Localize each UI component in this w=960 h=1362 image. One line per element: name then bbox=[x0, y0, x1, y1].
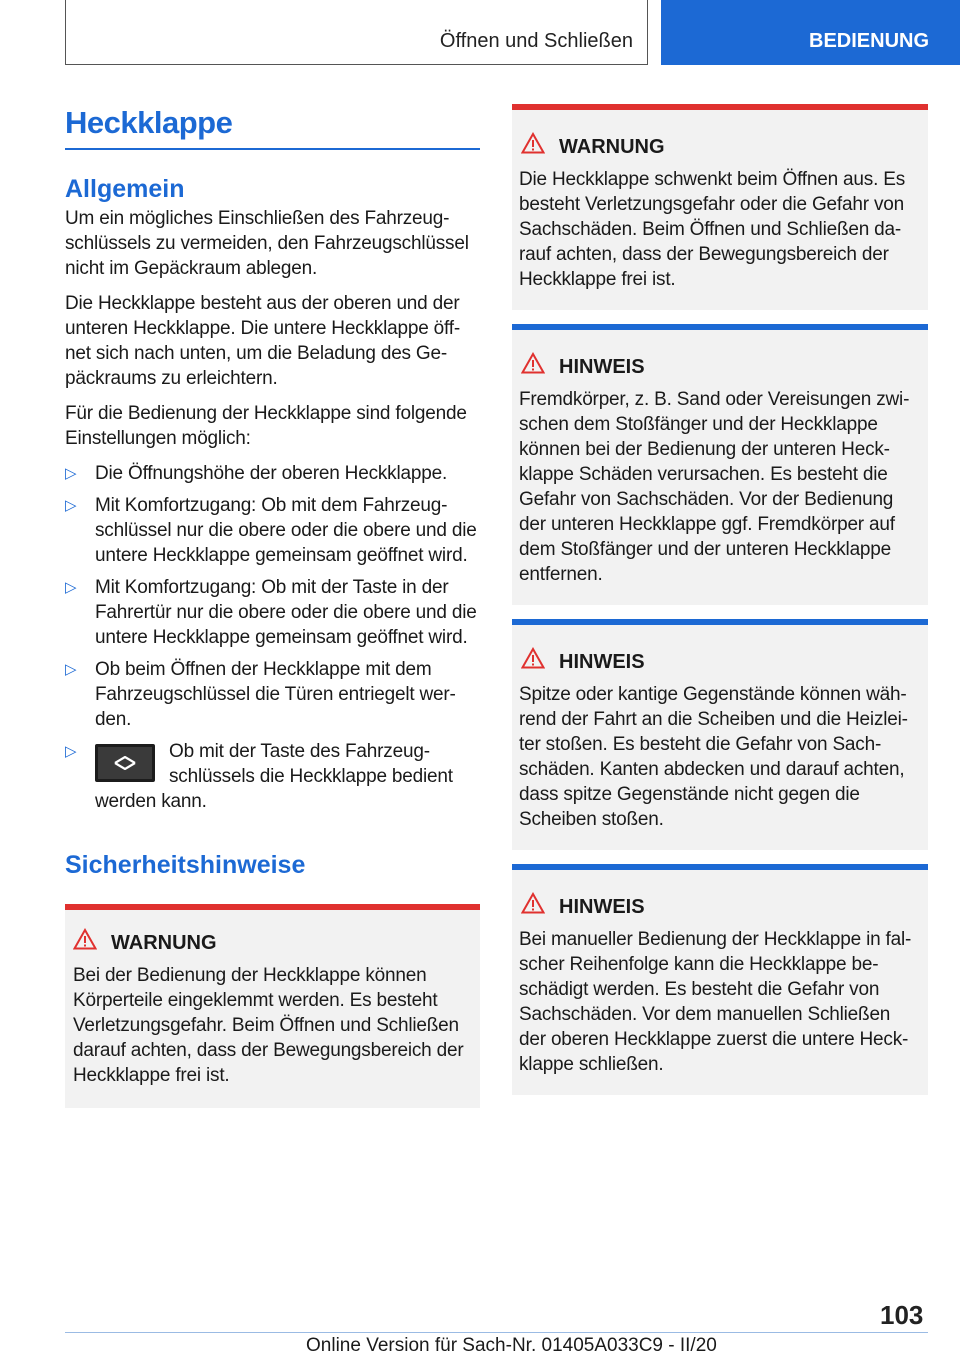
heading-sicherheitshinweise: Sicherheitshinweise bbox=[65, 851, 306, 879]
list-item bbox=[65, 657, 480, 732]
warning-box-title bbox=[73, 928, 472, 957]
warning-triangle-icon bbox=[73, 928, 97, 957]
notice-title-text: HINWEIS bbox=[559, 650, 645, 673]
list-item-text: Ob beim Öffnen der Heckklappe mit dem Fahrzeugschlüssel die Türen entriegelt wer-den. bbox=[95, 659, 456, 730]
page-number: 103 bbox=[880, 1300, 924, 1330]
notice-box bbox=[512, 619, 928, 850]
warning-box-title bbox=[519, 132, 922, 161]
warning-triangle-icon bbox=[521, 352, 545, 381]
notice-title-text: HINWEIS bbox=[559, 895, 645, 918]
warning-triangle-icon bbox=[521, 892, 545, 921]
right-column bbox=[512, 104, 928, 1095]
left-column bbox=[65, 100, 480, 1108]
header-section-box bbox=[65, 0, 648, 65]
header-chapter-tab[interactable]: BEDIENUNG bbox=[661, 0, 960, 65]
bullet-triangle-icon: ▷ bbox=[65, 661, 77, 678]
notice-box-title bbox=[519, 647, 922, 676]
warning-title-text: WARNUNG bbox=[559, 135, 665, 158]
list-item-text: Die Öffnungshöhe der oberen Heckklappe. bbox=[95, 463, 448, 484]
warning-title-text: WARNUNG bbox=[111, 931, 217, 954]
notice-box bbox=[512, 864, 928, 1095]
tailgate-key-button-icon bbox=[95, 744, 155, 782]
notice-box-title bbox=[519, 892, 922, 921]
warning-box bbox=[512, 104, 928, 310]
list-item bbox=[65, 739, 480, 814]
list-item bbox=[65, 575, 480, 650]
bullet-triangle-icon: ▷ bbox=[65, 579, 77, 596]
list-item-text: Ob mit der Taste des Fahrzeug-schlüssels die Heckklappe bedient werden kann. bbox=[95, 741, 453, 812]
list-item bbox=[65, 461, 480, 486]
paragraph-3: Für die Bedienung der Heckklappe sind folgende Einstellungen möglich: bbox=[65, 403, 467, 449]
notice-box-text: Bei manueller Bedienung der Heckklappe in fal-scher Reihenfolge kann die Heckklappe be-schädigt werden. Es besteht die Gefahr von Sachschäden. Vor dem manuellen Schließen der oberen Heckklappe zuerst die untere Heck-klappe schließen. bbox=[519, 929, 912, 1075]
list-item-text: Mit Komfortzugang: Ob mit der Taste in der Fahrertür nur die obere oder die obere und die untere Heckklappe gemeinsam geöffnet wird. bbox=[95, 577, 477, 648]
list-item-text: Mit Komfortzugang: Ob mit dem Fahrzeug-schlüssel nur die obere oder die obere und die untere Heckklappe gemeinsam geöffnet wird. bbox=[95, 495, 477, 566]
warning-box-text: Bei der Bedienung der Heckklappe können Körperteile eingeklemmt werden. Es besteht Verletzungsgefahr. Beim Öffnen und Schließen darauf achten, dass der Bewegungsbereich der Heckklappe frei ist. bbox=[73, 965, 464, 1086]
notice-title-text: HINWEIS bbox=[559, 355, 645, 378]
notice-box-title bbox=[519, 352, 922, 381]
warning-box-text: Die Heckklappe schwenkt beim Öffnen aus. Es besteht Verletzungsgefahr oder die Gefahr von Sachschäden. Beim Öffnen und Schließen da-rauf achten, dass der Bewegungsbereich der Heckklappe frei ist. bbox=[519, 169, 906, 290]
bullet-triangle-icon: ▷ bbox=[65, 465, 77, 482]
bullet-triangle-icon: ▷ bbox=[65, 743, 77, 760]
paragraph-2: Die Heckklappe besteht aus der oberen und der unteren Heckklappe. Die untere Heckklappe öff-net sich nach unten, um die Beladung des Ge-päckraums zu erleichtern. bbox=[65, 293, 460, 389]
warning-box bbox=[65, 904, 480, 1108]
footer-version-text: Online Version für Sach-Nr. 01405A033C9 - II/20 bbox=[306, 1335, 717, 1356]
header-section-title: Öffnen und Schließen bbox=[439, 30, 633, 52]
notice-box-text: Fremdkörper, z. B. Sand oder Vereisungen zwi-schen dem Stoßfänger und der Heckklappe können bei der Bedienung der unteren Heck-klappe Schäden verursachen. Es besteht die Gefahr von Sachschäden. Vor der Bedienung der unteren Heckklappe ggf. Fremdkörper auf dem Stoßfänger und der unteren Heckklappe entfernen. bbox=[519, 389, 910, 585]
warning-triangle-icon bbox=[521, 132, 545, 161]
notice-box bbox=[512, 324, 928, 605]
heading-allgemein: Allgemein bbox=[65, 175, 185, 203]
paragraph-1: Um ein mögliches Einschließen des Fahrzeug-schlüssels zu vermeiden, den Fahrzeugschlüssel nicht im Gepäckraum ablegen. bbox=[65, 208, 469, 279]
list-item bbox=[65, 493, 480, 568]
warning-triangle-icon bbox=[521, 647, 545, 676]
page-title: Heckklappe bbox=[65, 105, 233, 140]
notice-box-text: Spitze oder kantige Gegenstände können wäh-rend der Fahrt an die Scheiben und die Heizlei-ter stoßen. Es besteht die Gefahr von Sach-schäden. Kanten abdecken und darauf achten, dass spitze Gegenstände nicht gegen die Scheiben stoßen. bbox=[519, 684, 908, 830]
title-rule bbox=[65, 148, 480, 150]
bullet-triangle-icon: ▷ bbox=[65, 497, 77, 514]
settings-list bbox=[65, 461, 480, 814]
footer-rule bbox=[65, 1332, 928, 1333]
